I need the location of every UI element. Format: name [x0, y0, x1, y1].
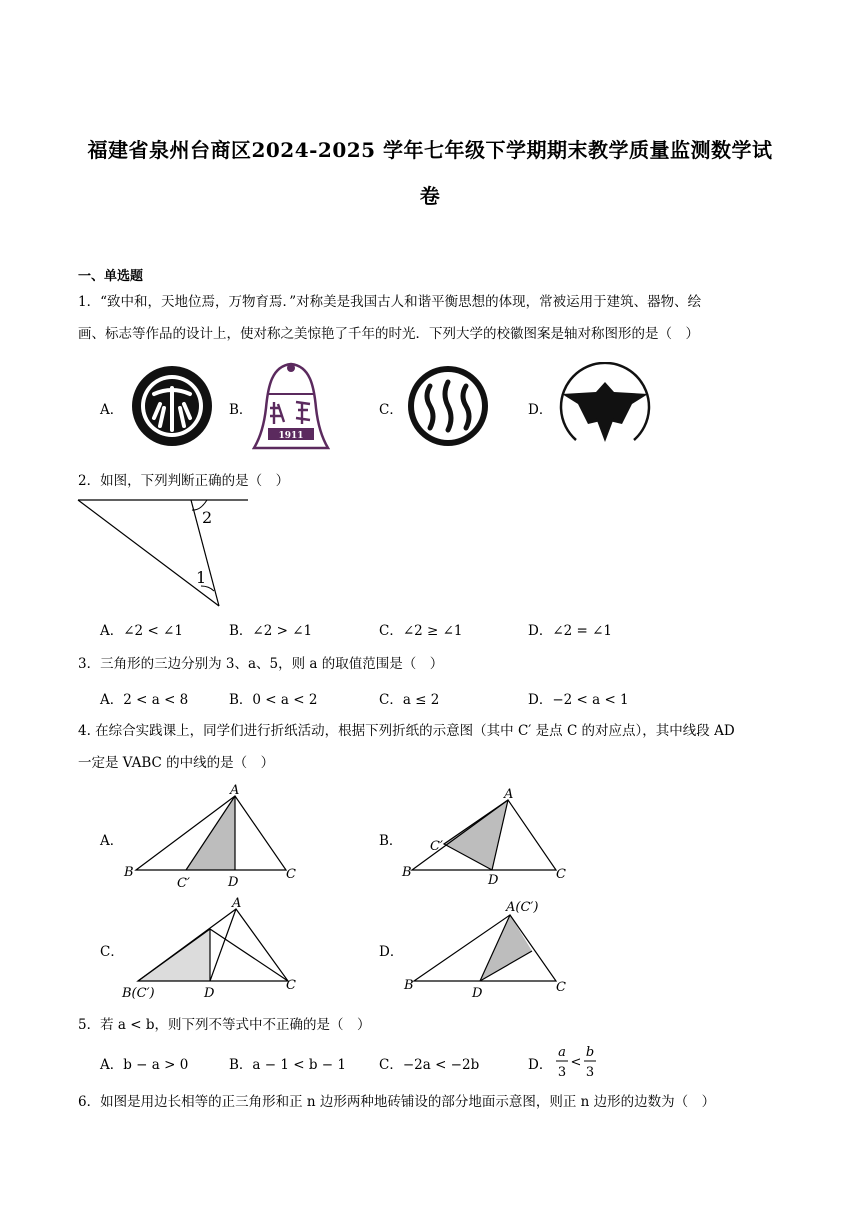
q2-angle1-label: 1 — [196, 568, 207, 587]
label-a: A — [232, 896, 242, 911]
label-a: A — [504, 787, 514, 802]
q3-option-a[interactable]: A．2 < a < 8 — [100, 692, 189, 708]
q1-option-a[interactable]: A． — [100, 402, 124, 418]
q5-option-b[interactable]: B．a − 1 < b − 1 — [229, 1057, 346, 1073]
q4-option-b[interactable]: B． — [379, 833, 403, 849]
frac2-num: b — [585, 1045, 595, 1060]
label-b-c-prime: B(C′) — [122, 986, 155, 1001]
emblem-a-icon — [130, 364, 214, 448]
q4-text-line2: 一定是 VABC 的中线的是（ ） — [78, 755, 275, 771]
label-c: C — [556, 980, 566, 995]
q5-option-d[interactable]: D． — [528, 1057, 553, 1073]
q6-text: 6．如图是用边长相等的正三角形和正 n 边形两种地砖铺设的部分地面示意图，则正 n 边形的边数为（ ） — [78, 1094, 716, 1110]
label-d: D — [204, 986, 215, 1001]
q4-text-line1: 4. 在综合实践课上，同学们进行折纸活动，根据下列折纸的示意图（其中 C′ 是点 C 的对应点），其中线段 AD — [78, 723, 735, 739]
emblem-c-icon — [406, 364, 490, 448]
label-a-c-prime: A(C′) — [506, 900, 539, 915]
q4-option-c[interactable]: C． — [100, 944, 124, 960]
q4-figure-d — [400, 893, 580, 1005]
page-title: 福建省泉州台商区2024-2025 学年七年级下学期期末教学质量监测数学试 — [87, 138, 773, 162]
q3-option-c[interactable]: C．a ≤ 2 — [379, 692, 440, 708]
q1-text-line1: 1．“致中和，天地位焉，万物育焉．”对称美是我国古人和谐平衡思想的体现，常被运用于建筑、器物、绘 — [78, 294, 702, 310]
frac-rel: < — [570, 1055, 582, 1070]
frac1-den: 3 — [557, 1065, 567, 1080]
q1-option-b[interactable]: B． — [229, 402, 253, 418]
emblem-d-icon — [556, 362, 654, 450]
label-b: B — [402, 865, 412, 880]
label-c: C — [286, 867, 296, 882]
q2-option-a[interactable]: A．∠2 < ∠1 — [100, 623, 183, 639]
label-d: D — [228, 875, 239, 890]
q2-option-c[interactable]: C．∠2 ≥ ∠1 — [379, 623, 463, 639]
q3-text: 3．三角形的三边分别为 3、a、5，则 a 的取值范围是（ ） — [78, 656, 444, 672]
q1-option-c[interactable]: C． — [379, 402, 403, 418]
q3-option-d[interactable]: D．−2 < a < 1 — [528, 692, 629, 708]
q4-figure-a — [120, 782, 300, 892]
q2-figure — [76, 494, 256, 612]
q2-angle2-label: 2 — [202, 508, 213, 527]
label-b: B — [404, 978, 414, 993]
q2-text: 2．如图，下列判断正确的是（ ） — [78, 473, 290, 489]
label-d: D — [488, 873, 499, 888]
q4-figure-b — [400, 782, 580, 892]
label-b: B — [124, 865, 134, 880]
label-c: C — [286, 978, 296, 993]
label-c-prime: C′ — [430, 839, 443, 854]
page-title-cont: 卷 — [419, 184, 441, 208]
q5-option-c[interactable]: C．−2a < −2b — [379, 1057, 480, 1073]
q1-option-d[interactable]: D． — [528, 402, 553, 418]
emblem-b-icon — [252, 360, 330, 452]
q3-option-b[interactable]: B．0 < a < 2 — [229, 692, 318, 708]
q4-option-d[interactable]: D． — [379, 944, 404, 960]
label-c-prime: C′ — [177, 876, 190, 891]
q1-text-line2: 画、标志等作品的设计上，使对称之美惊艳了千年的时光．下列大学的校徽图案是轴对称图形的是（ ） — [78, 326, 699, 342]
label-d: D — [472, 986, 483, 1001]
frac1-num: a — [558, 1045, 566, 1060]
q2-option-d[interactable]: D．∠2 = ∠1 — [528, 623, 613, 639]
q2-option-b[interactable]: B．∠2 > ∠1 — [229, 623, 313, 639]
label-c: C — [556, 867, 566, 882]
frac2-den: 3 — [585, 1065, 595, 1080]
q5-option-d-fraction — [554, 1040, 604, 1084]
q5-option-a[interactable]: A．b − a > 0 — [100, 1057, 189, 1073]
emblem-b-year: 1911 — [278, 431, 304, 441]
section-heading: 一、单选题 — [78, 269, 144, 284]
q4-option-a[interactable]: A． — [100, 833, 124, 849]
q4-figure-c — [118, 893, 308, 1005]
q5-text: 5．若 a < b，则下列不等式中不正确的是（ ） — [78, 1017, 371, 1033]
label-a: A — [230, 783, 240, 798]
